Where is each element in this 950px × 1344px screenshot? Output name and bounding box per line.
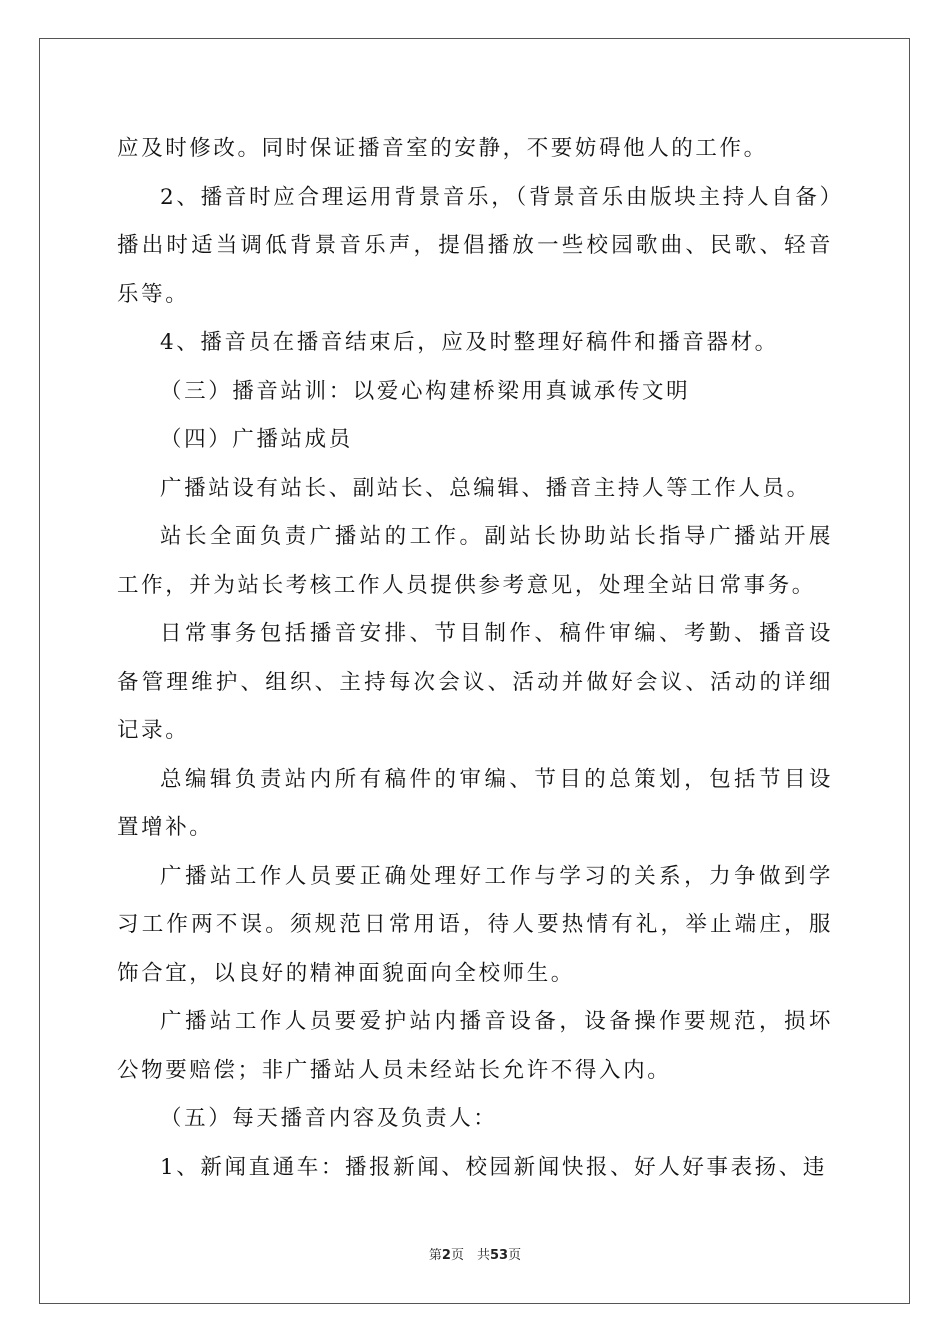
footer-prefix: 第 [428, 1248, 442, 1263]
total-page-count: 53 [489, 1248, 509, 1263]
paragraph: 1、新闻直通车：播报新闻、校园新闻快报、好人好事表扬、违 [160, 1154, 827, 1180]
footer-middle: 页 共 [450, 1248, 490, 1263]
paragraph: 总编辑负责站内所有稿件的审编、节目的总策划，包括节目设置增补。 [117, 766, 833, 840]
paragraph: （五）每天播音内容及负责人： [160, 1106, 498, 1131]
paragraph: 日常事务包括播音安排、节目制作、稿件审编、考勤、播音设备管理维护、组织、主持每次会议、活动并做好会议、活动的详细记录。 [117, 621, 833, 743]
paragraph: 广播站设有站长、副站长、总编辑、播音主持人等工作人员。 [160, 475, 811, 501]
paragraph: 广播站工作人员要爱护站内播音设备，设备操作要规范，损坏公物要赔偿；非广播站人员未经站长允许不得入内。 [117, 1009, 833, 1083]
paragraph: 4、播音员在播音结束后，应及时整理好稿件和播音器材。 [160, 330, 779, 355]
paragraph: （四）广播站成员 [160, 427, 353, 452]
paragraph: 2、播音时应合理运用背景音乐，（背景音乐由版块主持人自备）播出时适当调低背景音乐声，提倡播放一些校园歌曲、民歌、轻音乐等。 [117, 184, 833, 307]
current-page-number: 2 [441, 1248, 451, 1263]
page-footer [0, 1244, 950, 1263]
footer-suffix: 页 [508, 1248, 522, 1263]
paragraph: 应及时修改。同时保证播音室的安静，不要妨碍他人的工作。 [117, 136, 768, 161]
paragraph: 站长全面负责广播站的工作。副站长协助站长指导广播站开展工作，并为站长考核工作人员提供参考意见，处理全站日常事务。 [117, 524, 833, 598]
paragraph: （三）播音站训：以爱心构建桥梁用真诚承传文明 [160, 378, 691, 404]
paragraph: 广播站工作人员要正确处理好工作与学习的关系，力争做到学习工作两不误。须规范日常用语，待人要热情有礼，举止端庄，服饰合宜，以良好的精神面貌面向全校师生。 [117, 863, 833, 986]
document-body [117, 125, 833, 1192]
